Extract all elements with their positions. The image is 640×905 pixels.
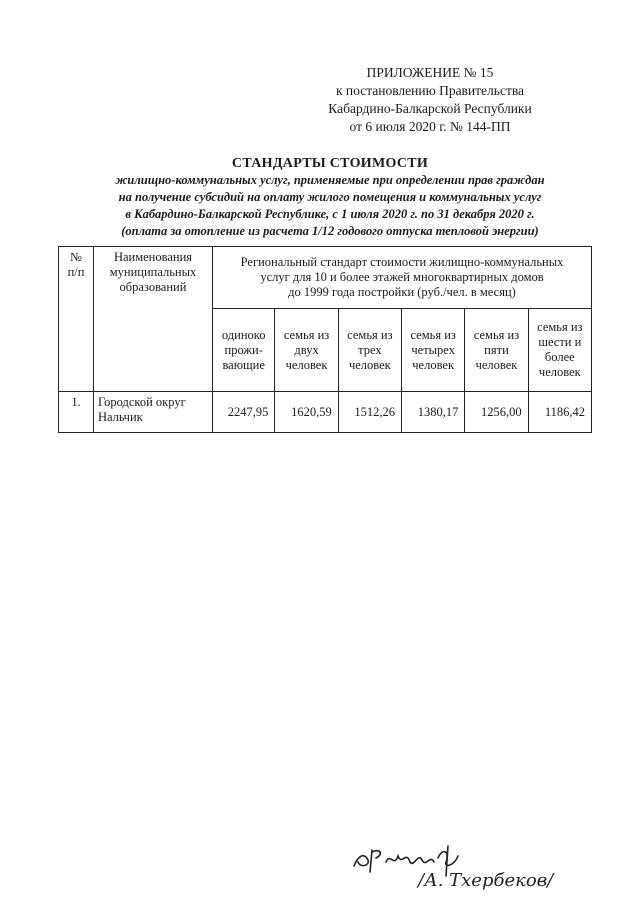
value-family-3: 1512,26: [338, 392, 401, 433]
title-main: СТАНДАРТЫ СТОИМОСТИ: [231, 156, 429, 171]
value-family-4: 1380,17: [402, 392, 465, 433]
title-line-1: жилищно-коммунальных услуг, применяемые при определении прав граждан: [115, 173, 545, 187]
appendix-republic-line: Кабардино-Балкарской Республики: [328, 101, 532, 116]
subheader-family-6: семья из шести и более человек: [528, 309, 591, 392]
header-name: Наименования муниципальных образований: [94, 247, 213, 392]
subheader-family-3: семья из трех человек: [338, 309, 401, 392]
title-line-4: (оплата за отопление из расчета 1/12 годового отпуска тепловой энергии): [121, 224, 539, 238]
header-group: Региональный стандарт стоимости жилищно-коммунальных услуг для 10 и более этажей многоквартирных домов до 1999 года постройки (руб./чел. в месяц): [213, 247, 592, 309]
row-municipality: Городской округ Нальчик: [94, 392, 213, 433]
appendix-number: ПРИЛОЖЕНИЕ № 15: [366, 65, 494, 80]
signer-name: /А. Тхербеков/: [418, 870, 554, 891]
title-line-3: в Кабардино-Балкарской Республике, с 1 июля 2020 г. по 31 декабря 2020 г.: [125, 207, 535, 221]
value-family-6: 1186,42: [528, 392, 591, 433]
document-title: [60, 155, 600, 240]
value-single: 2247,95: [213, 392, 275, 433]
subheader-family-2: семья из двух человек: [275, 309, 338, 392]
subheader-family-4: семья из четырех человек: [402, 309, 465, 392]
appendix-ref-line: к постановлению Правительства: [335, 83, 525, 98]
header-num: № п/п: [59, 247, 94, 392]
title-line-2: на получение субсидий на оплату жилого помещения и коммунальных услуг: [118, 190, 542, 204]
cost-standards-table: [58, 246, 592, 433]
value-family-5: 1256,00: [465, 392, 528, 433]
subheader-single: одиноко прожи- вающие: [213, 309, 275, 392]
table-row: [59, 392, 592, 433]
appendix-header: [300, 64, 560, 136]
subheader-family-5: семья из пяти человек: [465, 309, 528, 392]
row-number: 1.: [59, 392, 94, 433]
value-family-2: 1620,59: [275, 392, 338, 433]
appendix-date-line: от 6 июля 2020 г. № 144-ПП: [349, 119, 511, 134]
